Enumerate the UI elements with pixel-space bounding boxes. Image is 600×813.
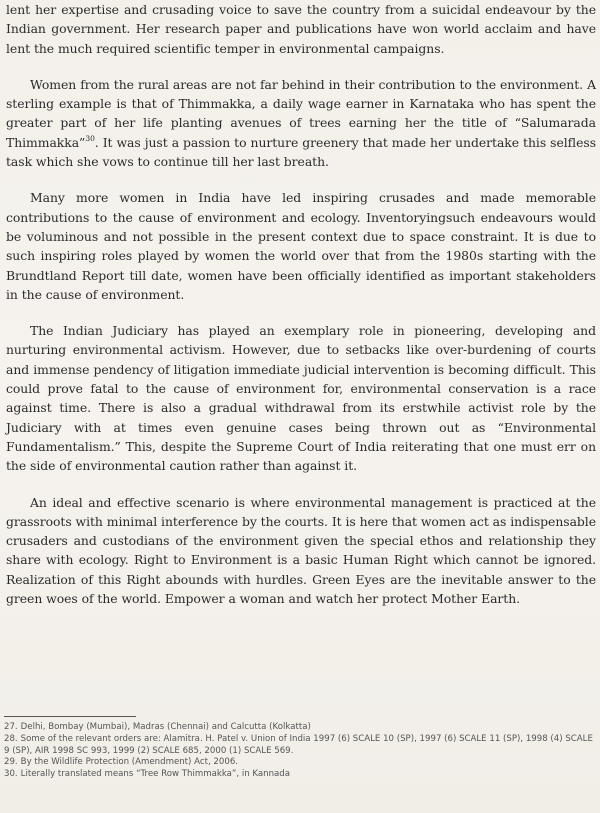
footnote-text: Some of the relevant orders are: Alamitra. H. Patel v. Union of India 1997 (6) SCALE 10 (SP), 1997 (6) SCALE 11 (SP), 1998 (4) SCALE 9 (SP), AIR 1998 SC 993, 1999 (2) SCALE 685, 2000 (1) SCALE 569. [4,733,593,756]
paragraph-5: An ideal and effective scenario is where environmental management is practiced at the grassroots with minimal interference by the courts. It is here that women act as indispensable crusaders and custodians of the environment given the special ethos and relationship they share with ecology. Right to Environment is a basic Human Right which cannot be ignored. Realization of this Right abounds with hurdles. Green Eyes are the inevitable answer to the green woes of the world. Empower a woman and watch her protect Mother Earth. [6,494,596,607]
footnote-number: 28. [4,733,18,744]
footnote-ref-30: 30 [85,133,95,143]
footnote-28 [4,734,596,758]
footnote-number: 30. [4,769,18,780]
paragraph-2-text-a: Women from the rural areas are not far behind in their contribution to the environment. A sterling example is that of Thimmakka, a daily wage earner in Karnataka who has spent the greater part of her life planting avenues of trees earning her the title of “Salumarada Thimmakka” [6,76,596,150]
footnote-text: By the Wildlife Protection (Amendment) Act, 2006. [20,757,239,768]
paragraph-4: The Indian Judiciary has played an exemplary role in pioneering, developing and nurturing environmental activism. However, due to setbacks like over-burdening of courts and immense pendency of litigation immediate judicial intervention is becoming difficult. This could prove fatal to the cause of environment for, environmental conservation is a race against time. There is also a gradual withdrawal from its erstwhile activist role by the Judiciary with at times even genuine cases being thrown out as “Environmental Fundamentalism.” This, despite the Supreme Court of India reiterating that one must err on the side of environmental caution rather than against it. [6,323,596,474]
footnote-29 [4,757,596,769]
footnote-text: Delhi, Bombay (Mumbai), Madras (Chennai) and Calcutta (Kolkatta) [20,722,311,732]
footnote-30 [4,769,596,781]
paragraph-2 [6,75,596,171]
paragraph-2-text-b: . It was just a passion to nurture greenery that made her undertake this selfless task which she vows to continue till her last breath. [6,134,596,170]
footnote-text: Literally translated means “Tree Row Thimmakka”, in Kannada [20,769,291,780]
footnote-number: 29. [4,757,18,768]
paragraph-1: lent her expertise and crusading voice to save the country from a suicidal endeavour by the Indian government. Her research paper and publications have won world acclaim and have lent the much required scientific temper in environmental campaigns. [6,2,596,56]
footnote-27 [4,722,596,734]
footnotes [4,722,596,781]
footnote-divider [4,716,136,717]
body-text [6,0,596,625]
paragraph-3: Many more women in India have led inspiring crusades and made memorable contributions to the cause of environment and ecology. Inventoryingsuch endeavours would be voluminous and not possible in the present context due to space constraint. It is due to such inspiring roles played by women the world over that from the 1980s starting with the Brundtland Report till date, women have been officially identified as important stakeholders in the cause of environment. [6,190,596,302]
footnote-number: 27. [4,722,18,732]
